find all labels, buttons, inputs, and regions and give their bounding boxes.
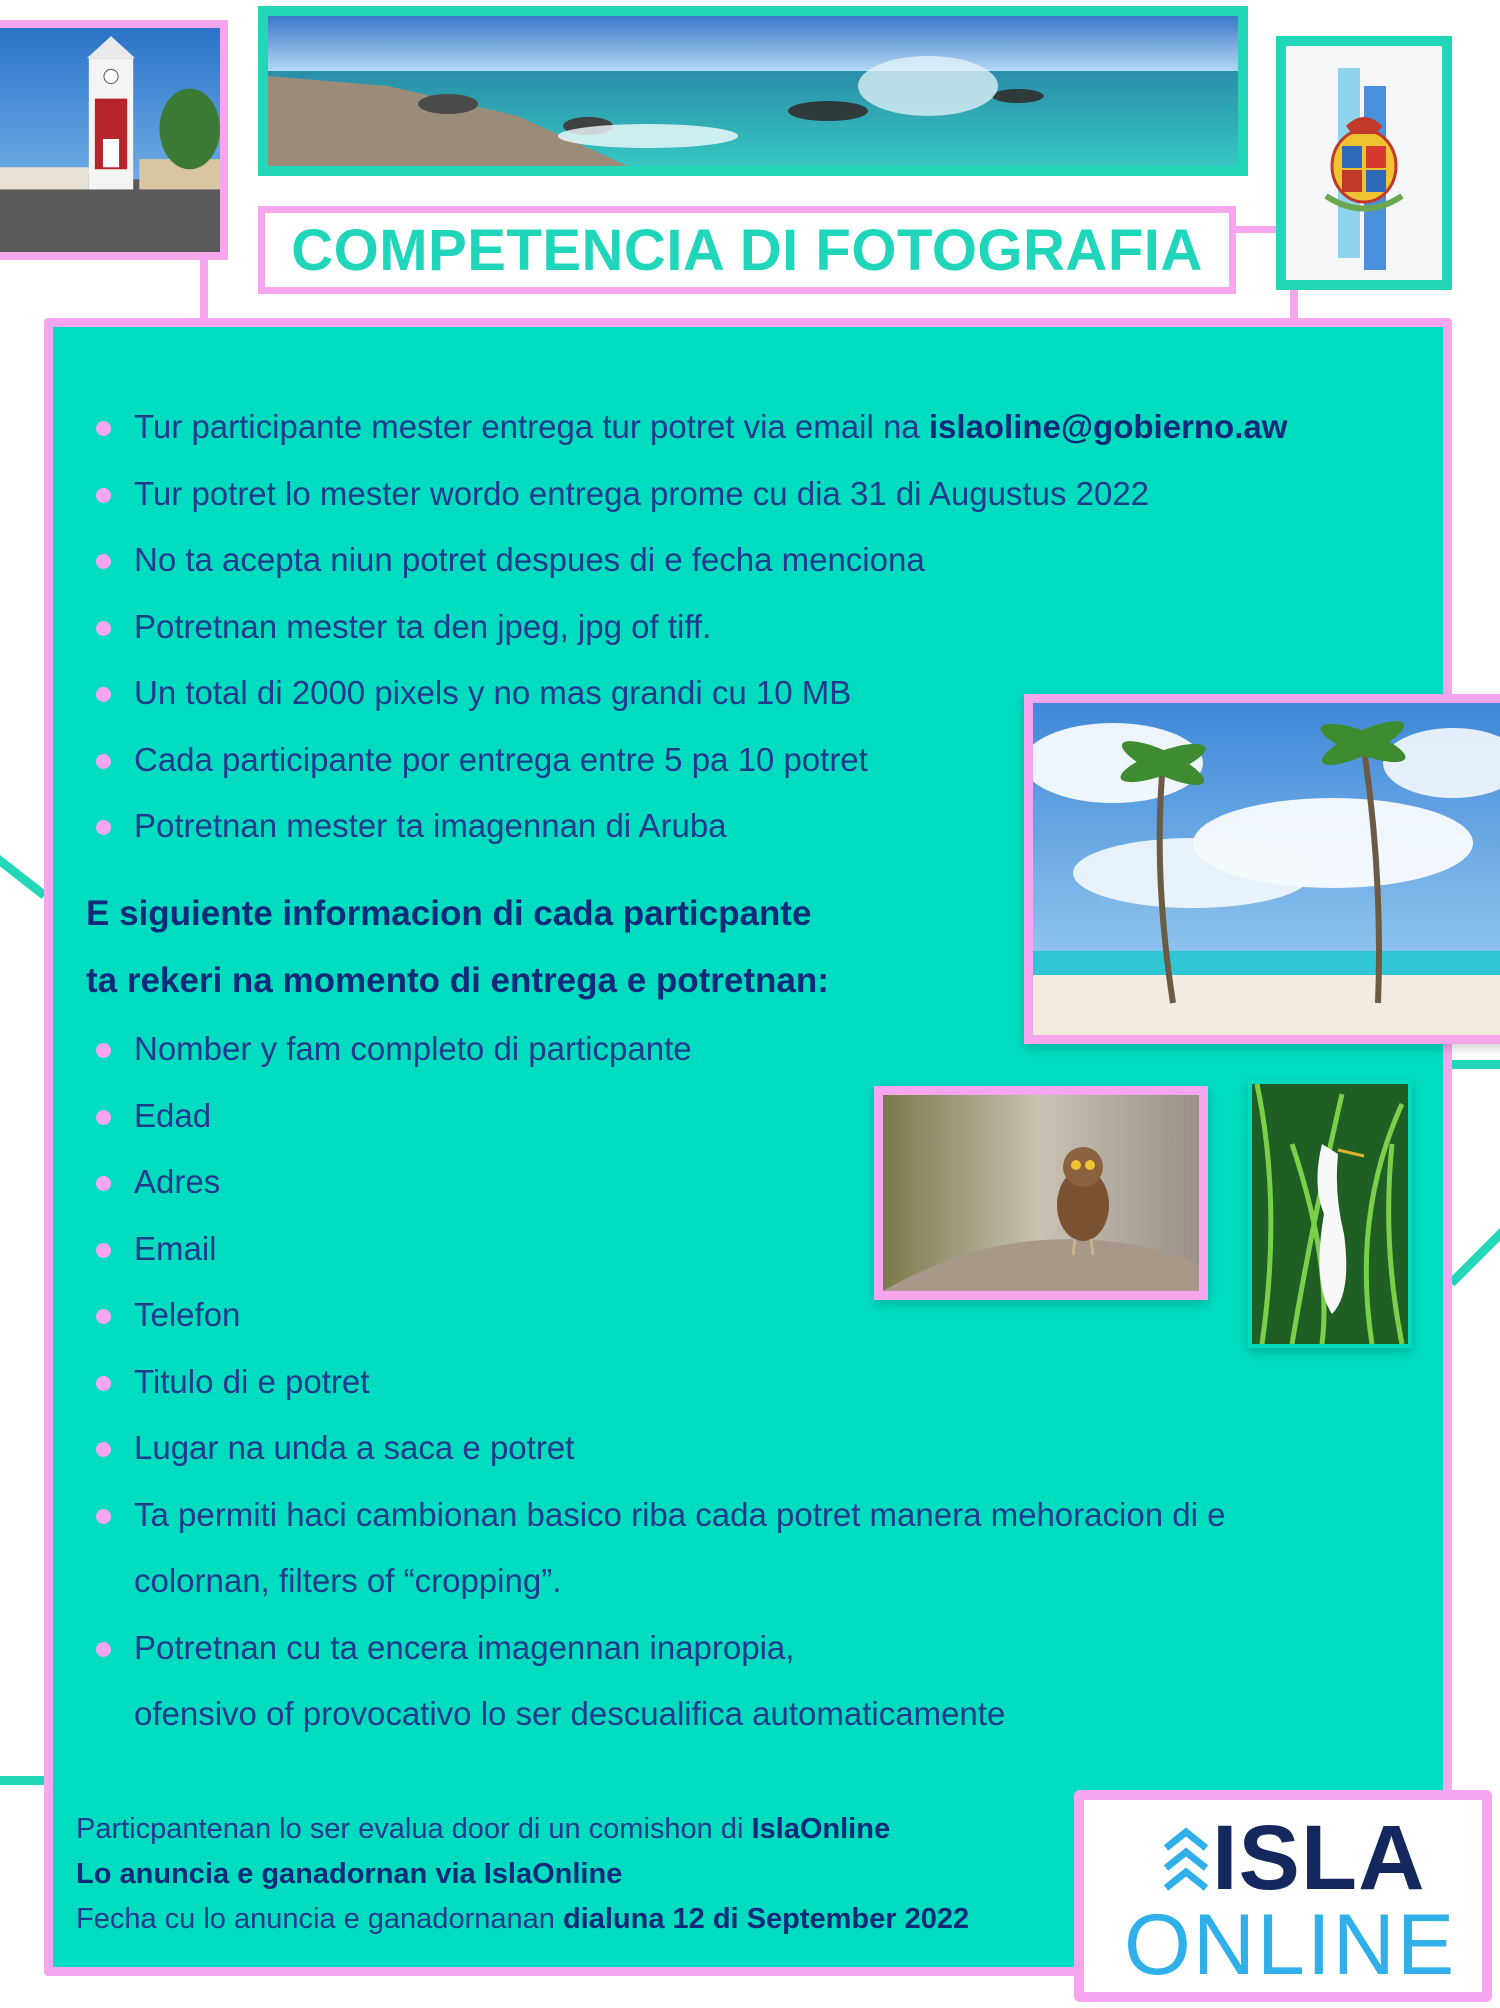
list-item: No ta acepta niun potret despues di e fecha menciona — [84, 527, 1414, 594]
logo-text-online: ONLINE — [1124, 1897, 1457, 1993]
page-title: COMPETENCIA DI FOTOGRAFIA — [291, 217, 1203, 283]
list-item: Ta permiti haci cambionan basico riba cada potret manera mehoracion di e colornan, filters of “cropping”. — [84, 1482, 1394, 1615]
footer-line-2: Lo anuncia e ganadornan via IslaOnline — [76, 1858, 623, 1890]
list-item: Edad — [84, 1083, 1394, 1150]
coast-waves-photo — [258, 6, 1248, 176]
chevron-up-icon — [1162, 1826, 1210, 1896]
info-heading: E siguiente informacion di cada particpante ta rekeri na momento di entrega e potretnan: — [86, 894, 829, 1000]
egret-photo — [1248, 1080, 1412, 1348]
church-tower-photo — [0, 20, 228, 260]
footer-line-1: Particpantenan lo ser evalua door di un comishon di IslaOnline — [76, 1813, 891, 1845]
list-item: Potretnan mester ta den jpeg, jpg of tiff. — [84, 594, 1414, 661]
footer-text — [76, 1807, 1076, 1942]
list-item: Adres — [84, 1149, 1394, 1216]
email-address: islaoline@gobierno.aw — [928, 408, 1288, 445]
list-item: Nomber y fam completo di particpante — [84, 1016, 1394, 1083]
list-item: Cada participante por entrega entre 5 pa 10 potret — [84, 727, 1414, 794]
aruba-coat-of-arms — [1276, 36, 1452, 290]
list-item: Potretnan cu ta encera imagennan inapropia, ofensivo of provocativo lo ser descualifica automaticamente — [84, 1615, 1394, 1748]
list-item: Email — [84, 1216, 1394, 1283]
list-item: Tur potret lo mester wordo entrega prome cu dia 31 di Augustus 2022 — [84, 461, 1414, 528]
logo-text-isla: ISLA — [1212, 1807, 1426, 1909]
title-banner — [258, 206, 1236, 294]
list-item: Tur participante mester entrega tur potret via email na islaoline@gobierno.aw — [84, 394, 1414, 461]
palm-beach-photo — [1024, 694, 1500, 1044]
list-item: Un total di 2000 pixels y no mas grandi cu 10 MB — [84, 660, 1414, 727]
list-item: Lugar na unda a saca e potret — [84, 1415, 1394, 1482]
owl-photo — [874, 1086, 1208, 1300]
footer-line-3: Fecha cu lo anuncia e ganadornanan dialuna 12 di September 2022 — [76, 1903, 970, 1935]
list-item: Telefon — [84, 1282, 1394, 1349]
list-item: Potretnan mester ta imagennan di Aruba — [84, 793, 1414, 860]
list-item: Titulo di e potret — [84, 1349, 1394, 1416]
